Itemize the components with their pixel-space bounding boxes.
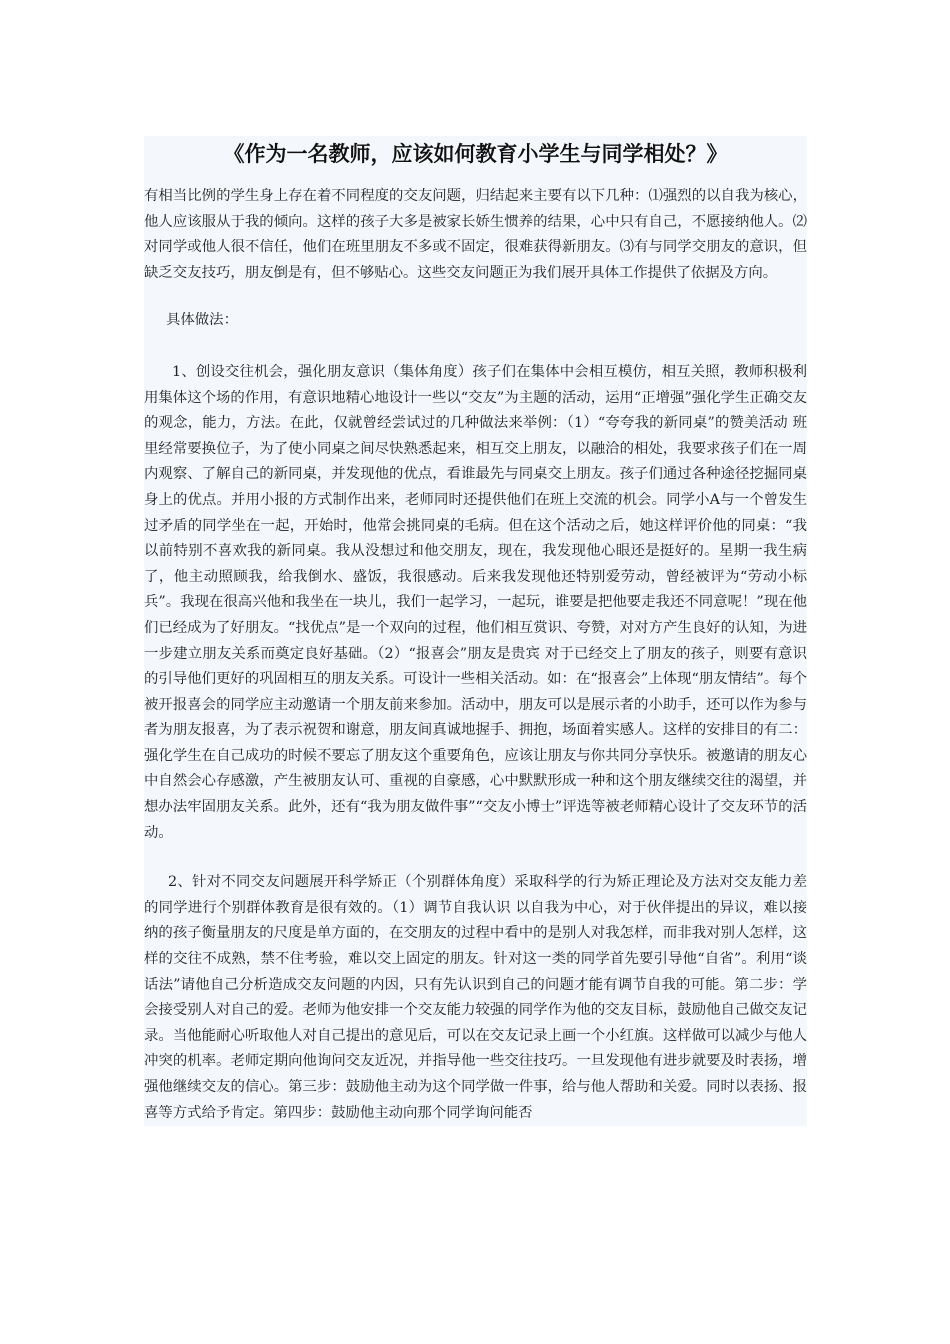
section-one-paragraph: 1、创设交往机会，强化朋友意识（集体角度）孩子们在集体中会相互模仿，相互关照，教师积极利用集体这个场的作用，有意识地精心地设计一些以“交友”为主题的活动，运用“正增强”强化学生正确交友的观念，能力，方法。在此，仅就曾经尝试过的几种做法来举例：（1）“夸夸我的新同桌”的赞美活动 班里经常要换位子，为了使小同桌之间尽快熟悉起来，相互交上朋友，以融洽的相处，我要求孩子们在一周内观察、了解自己的新同桌，并发现他的优点，看谁最先与同桌交上朋友。孩子们通过各种途径挖掘同桌身上的优点。并用小报的方式制作出来，老师同时还提供他们在班上交流的机会。同学小A与一个曾发生过矛盾的同学坐在一起，开始时，他常会挑同桌的毛病。但在这个活动之后，她这样评价他的同桌：“我以前特别不喜欢我的新同桌。我从没想过和他交朋友，现在，我发现他心眼还是挺好的。星期一我生病了，他主动照顾我，给我倒水、盛饭，我很感动。后来我发现他还特别爱劳动，曾经被评为“劳动小标兵”。我现在很高兴他和我坐在一块儿，我们一起学习，一起玩，谁要是把他要走我还不同意呢！”现在他们已经成为了好朋友。“找优点”是一个双向的过程，他们相互赏识、夸赞，对对方产生良好的认知，为进一步建立朋友关系而奠定良好基础。（2）“报喜会”朋友是贵宾 对于已经交上了朋友的孩子，则要有意识的引导他们更好的巩固相互的朋友关系。可设计一些相关活动。如：在“报喜会”上体现“朋友情结”。每个被开报喜会的同学应主动邀请一个朋友前来参加。活动中，朋友可以是展示者的小助手，还可以作为参与者为朋友报喜，为了表示祝贺和谢意，朋友间真诚地握手、拥抱，场面着实感人。这样的安排目的有二：强化学生在自己成功的时候不要忘了朋友这个重要角色，应该让朋友与你共同分享快乐。被邀请的朋友心中自然会心存感激，产生被朋友认可、重视的自豪感，心中默默形成一种和这个朋友继续交往的渴望，并想办法牢固朋友关系。此外，还有“我为朋友做件事”“交友小博士”评选等被老师精心设计了交友环节的活动。 (144, 363, 807, 841)
method-heading: 具体做法： (166, 312, 238, 329)
section-two-paragraph: 2、针对不同交友问题展开科学矫正（个别群体角度）采取科学的行为矫正理论及方法对交友能力差的同学进行个别群体教育是很有效的。（1）调节自我认识 以自我为中心，对于伙伴提出的异议，难以接纳的孩子衡量朋友的尺度是单方面的，在交朋友的过程中看中的是别人对我怎样，而非我对别人怎样，这样的交往不成熟，禁不住考验，难以交上固定的朋友。针对这一类的同学首先要引导他“自省”。利用“谈话法”请他自己分析造成交友问题的内因，只有先认识到自己的问题才能有调节自我的可能。第二步：学会接受别人对自己的爱。老师为他安排一个交友能力较强的同学作为他的交友目标，鼓励他自己做交友记录。当他能耐心听取他人对自己提出的意见后，可以在交友记录上画一个小红旗。这样做可以减少与他人冲突的机率。老师定期向他询问交友近况，并指导他一些交往技巧。一旦发现他有进步就要及时表扬，增强他继续交友的信心。第三步：鼓励他主动为这个同学做一件事，给与他人帮助和关爱。同时以表扬、报喜等方式给予肯定。第四步：鼓励他主动向那个同学询问能否 (144, 874, 807, 1121)
page-title: 《作为一名教师，应该如何教育小学生与同学相处？》 (223, 142, 728, 166)
article-body (144, 136, 807, 1126)
intro-paragraph: 有相当比例的学生身上存在着不同程度的交友问题，归结起来主要有以下几种：⑴强烈的以自我为核心，他人应该服从于我的倾向。这样的孩子大多是被家长娇生惯养的结果，心中只有自己，不愿接纳他人。⑵对同学或他人很不信任，他们在班里朋友不多或不固定，很难获得新朋友。⑶有与同学交朋友的意识，但缺乏交友技巧，朋友倒是有，但不够贴心。这些交友问题正为我们展开具体工作提供了依据及方向。 (144, 188, 807, 281)
